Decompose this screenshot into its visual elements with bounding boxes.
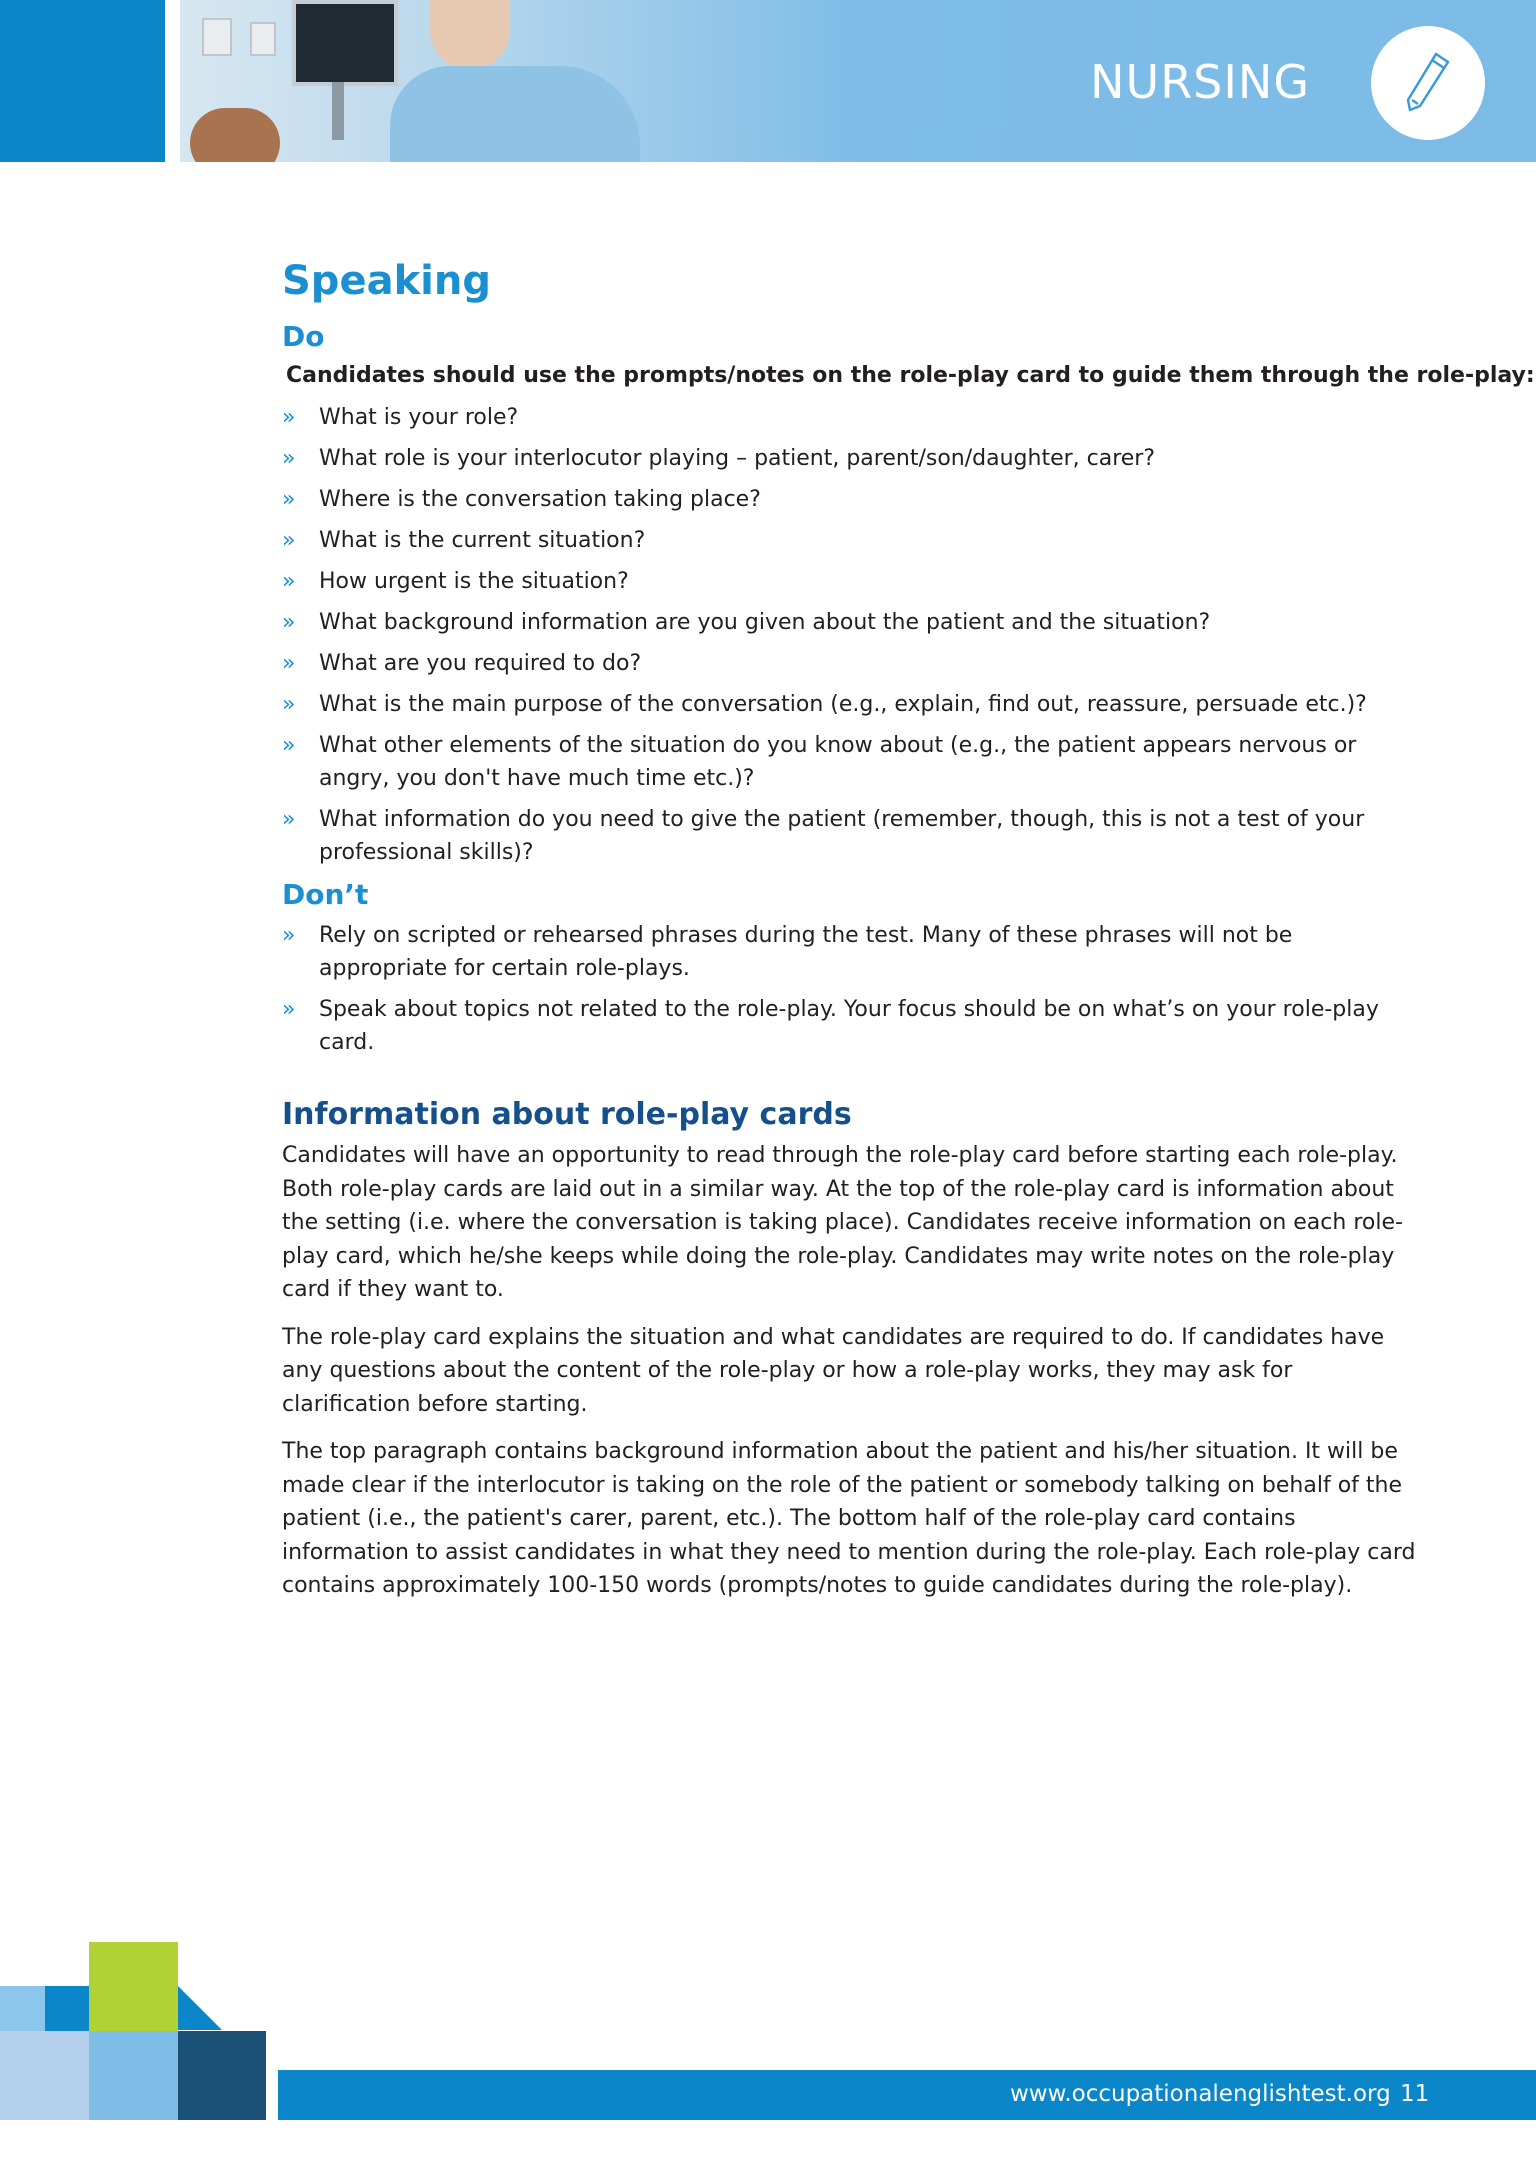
- photo-monitor: [292, 0, 398, 86]
- bullet-icon: »: [282, 487, 296, 512]
- list-item-text: Rely on scripted or rehearsed phrases during the test. Many of these phrases will not be appropriate for certain role-plays.: [319, 923, 1293, 981]
- list-item: [282, 729, 1422, 795]
- footer-decor-square: [0, 2031, 89, 2120]
- bullet-icon: »: [282, 569, 296, 594]
- footer-decor-square: [178, 2031, 266, 2120]
- list-item-text: What other elements of the situation do you know about (e.g., the patient appears nervous or angry, you don't have much time etc.)?: [319, 733, 1357, 791]
- footer-url[interactable]: www.occupationalenglishtest.org: [1010, 2081, 1391, 2107]
- info-paragraph: The top paragraph contains background information about the patient and his/her situation. It will be made clear if the interlocutor is taking on the role of the patient or somebody talking on behalf of the patient (i.e., the patient's carer, parent, etc.). The bottom half of the role-play card contains information to assist candidates in what they need to mention during the role-play. Each role-play card contains approximately 100-150 words (prompts/notes to guide candidates during the role-play).: [282, 1439, 1416, 1598]
- info-paragraph: Candidates will have an opportunity to read through the role-play card before starting each role-play. Both role-play cards are laid out in a similar way. At the top of the role-play card is information about the setting (i.e. where the conversation is taking place). Candidates receive information on each role-play card, which he/she keeps while doing the role-play. Candidates may write notes on the role-play card if they want to.: [282, 1143, 1403, 1302]
- bullet-icon: »: [282, 651, 296, 676]
- list-item-text: How urgent is the situation?: [319, 569, 629, 594]
- dont-heading: Don’t: [282, 878, 369, 911]
- bullet-icon: »: [282, 733, 296, 758]
- header-color-block: [0, 0, 165, 162]
- photo-wall-frame: [250, 22, 276, 56]
- photo-monitor-arm: [332, 82, 344, 140]
- list-item: [282, 565, 1422, 598]
- photo-patient-head: [190, 108, 280, 162]
- list-item-text: What is the current situation?: [319, 528, 646, 553]
- photo-nurse-head: [430, 0, 510, 70]
- list-item: [282, 993, 1422, 1059]
- pen-icon: [1398, 48, 1458, 118]
- bullet-icon: »: [282, 692, 296, 717]
- list-item-text: What role is your interlocutor playing – patient, parent/son/daughter, carer?: [319, 446, 1156, 471]
- list-item: [282, 919, 1422, 985]
- list-item: [282, 803, 1422, 869]
- photo-wall-frame: [202, 18, 232, 56]
- section-badge: [1371, 26, 1485, 140]
- speaking-heading: Speaking: [282, 258, 491, 304]
- footer-decor-square: [89, 1942, 178, 2031]
- dont-list: [282, 919, 1422, 1059]
- list-item: [282, 401, 1422, 434]
- list-item: [282, 606, 1422, 639]
- list-item-text: What are you required to do?: [319, 651, 642, 676]
- info-heading: Information about role-play cards: [282, 1097, 852, 1132]
- do-intro: Candidates should use the prompts/notes on the role-play card to guide them through the role-play:: [286, 363, 1535, 388]
- list-item: [282, 688, 1422, 721]
- list-item: [282, 647, 1422, 680]
- page-content: [282, 255, 1535, 1617]
- list-item-text: What is the main purpose of the conversation (e.g., explain, find out, reassure, persuade etc.)?: [319, 692, 1367, 717]
- footer-decor-square: [0, 1986, 45, 2031]
- list-item-text: Speak about topics not related to the role-play. Your focus should be on what’s on your role-play card.: [319, 997, 1379, 1055]
- bullet-icon: »: [282, 446, 296, 471]
- list-item: [282, 524, 1422, 557]
- header-photo-banner: [180, 0, 1536, 162]
- bullet-icon: »: [282, 610, 296, 635]
- list-item-text: What information do you need to give the patient (remember, though, this is not a test of your professional skills)?: [319, 807, 1365, 865]
- list-item-text: What background information are you given about the patient and the situation?: [319, 610, 1211, 635]
- bullet-icon: »: [282, 807, 296, 832]
- do-list: [282, 401, 1422, 869]
- info-paragraph: The role-play card explains the situation and what candidates are required to do. If candidates have any questions about the content of the role-play or how a role-play works, they may ask for clarification before starting.: [282, 1324, 1385, 1417]
- list-item-text: Where is the conversation taking place?: [319, 487, 761, 512]
- photo-nurse-uniform: [390, 66, 640, 162]
- bullet-icon: »: [282, 528, 296, 553]
- page-number: 11: [1400, 2081, 1430, 2107]
- footer-decor-square: [89, 2031, 178, 2120]
- list-item: [282, 483, 1422, 516]
- footer-decor-square: [45, 1986, 89, 2031]
- list-item-text: What is your role?: [319, 405, 519, 430]
- section-title: NURSING: [1090, 55, 1310, 109]
- do-heading: Do: [282, 320, 325, 353]
- list-item: [282, 442, 1422, 475]
- bullet-icon: »: [282, 405, 296, 430]
- footer-decor-triangle: [178, 1986, 222, 2030]
- bullet-icon: »: [282, 997, 296, 1022]
- bullet-icon: »: [282, 923, 296, 948]
